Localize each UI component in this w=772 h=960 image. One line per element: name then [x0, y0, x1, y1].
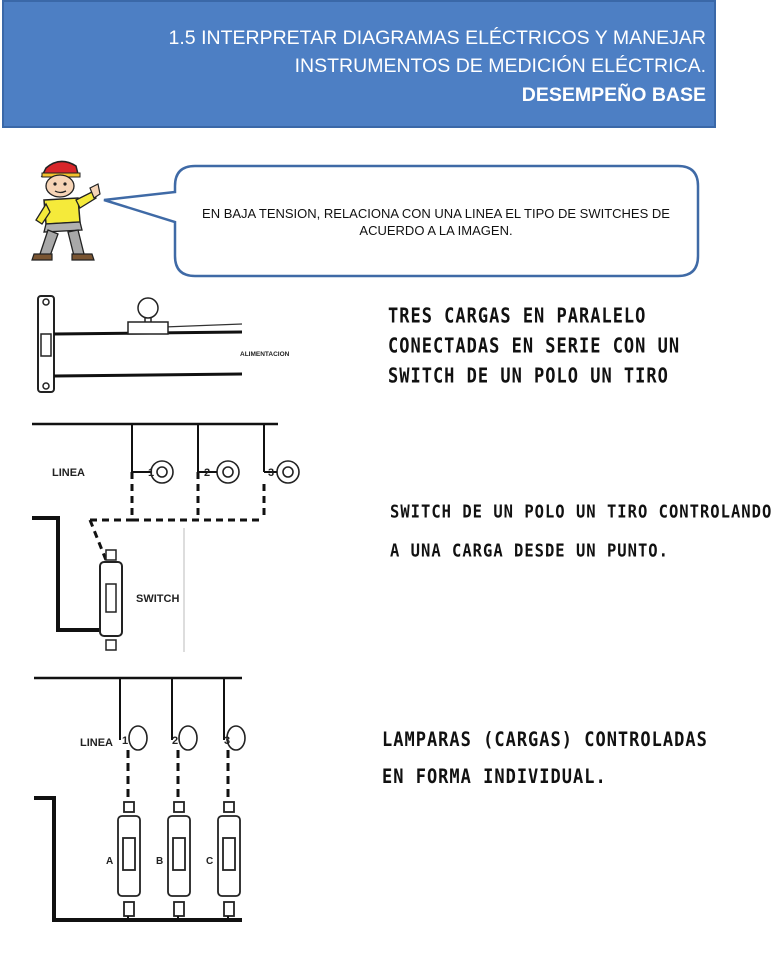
load-2-label: 2	[204, 467, 211, 479]
linea-label-d3: LINEA	[80, 737, 113, 749]
load-1-label-d3: 1	[122, 735, 129, 747]
worker-mascot-icon	[20, 158, 102, 262]
switch-b-label: B	[156, 856, 164, 867]
switch-c-label: C	[206, 856, 214, 867]
diagram-single-switch	[28, 288, 290, 400]
load-3-label: 3	[268, 467, 275, 479]
load-3-label-d3: 3	[224, 735, 231, 747]
title-line-2: INSTRUMENTOS DE MEDICIÓN ELÉCTRICA.	[294, 55, 706, 77]
diagram-three-loads-one-switch	[18, 400, 300, 660]
load-1-label: 1	[148, 467, 155, 479]
diagram-individual-switches	[28, 652, 252, 944]
caption-individual-control: LAMPARAS (CARGAS) CONTROLADAS EN FORMA INDIVIDUAL.	[382, 728, 708, 789]
title-line-1: 1.5 INTERPRETAR DIAGRAMAS ELÉCTRICOS Y MANEJAR	[168, 27, 706, 49]
speech-bubble	[0, 0, 720, 300]
switch-label: SWITCH	[136, 593, 180, 605]
alimentacion-label: ALIMENTACION	[240, 351, 290, 358]
title-line-3: DESEMPEÑO BASE	[521, 84, 706, 106]
caption-parallel-loads: TRES CARGAS EN PARALELO CONECTADAS EN SERIE CON UN SWITCH DE UN POLO UN TIRO	[388, 304, 681, 389]
switch-a-label: A	[106, 856, 114, 867]
instruction-text: EN BAJA TENSION, RELACIONA CON UNA LINEA EL TIPO DE SWITCHES DE ACUERDO A LA IMAGEN.	[202, 206, 670, 238]
linea-label: LINEA	[52, 467, 85, 479]
load-2-label-d3: 2	[172, 735, 179, 747]
caption-single-point: SWITCH DE UN POLO UN TIRO CONTROLANDO A UNA CARGA DESDE UN PUNTO.	[390, 501, 772, 561]
